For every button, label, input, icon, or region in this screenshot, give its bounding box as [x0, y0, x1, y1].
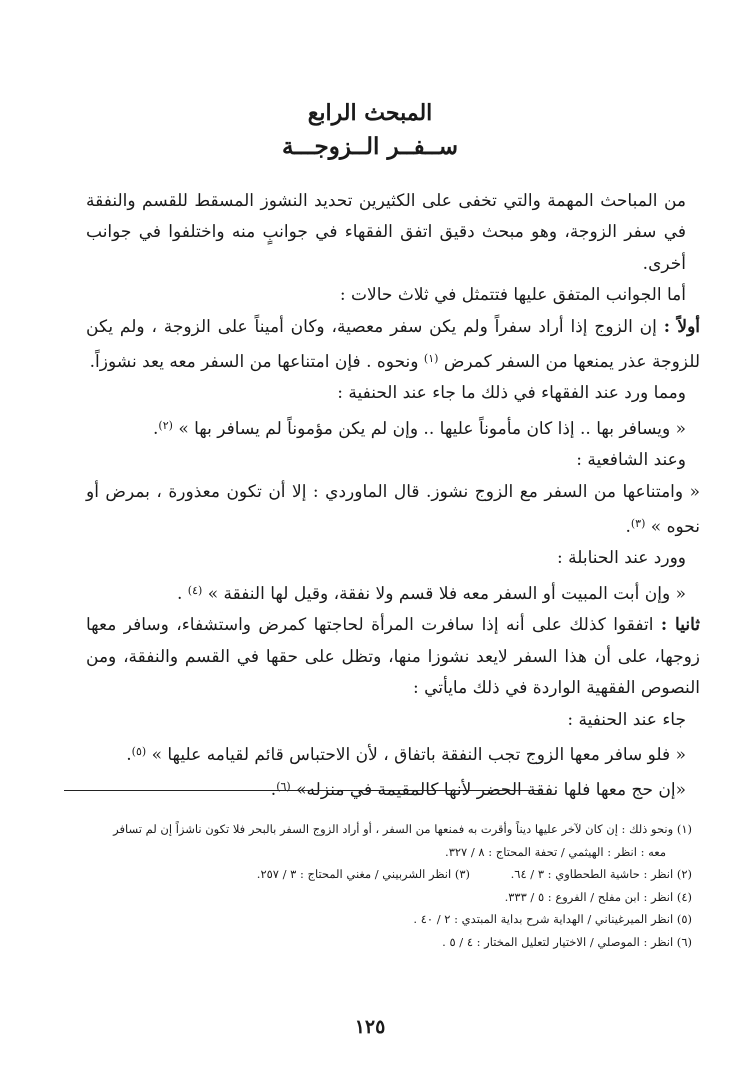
footnote-1: (١) ونحو ذلك : إن كان لآخر عليها ديناً وأقرت به فمنعها من السفر ، أو أراد الزوج السفر بالبحر فلا تكون ناشزاً إن لم تسافر [113, 822, 692, 836]
hanafi-quote-3-text: «إن حج معها فلها نفقة الحضر لأنها كالمقيمة في منزله» [296, 780, 686, 801]
first-case-paragraph [86, 312, 700, 379]
footnote-1-continued: معه : انظر : الهيثمي / تحفة المحتاج : ٨ / ٣٢٧. [445, 844, 666, 859]
footnotes [70, 818, 692, 953]
footnote-ref-4: (٤) [187, 583, 203, 597]
footnote-row-2-3 [70, 863, 692, 886]
shafii-quote-text: « وامتناعها من السفر مع الزوج نشوز. قال الماوردي : إلا أن تكون معذورة ، بمرض أو نحوه » [86, 481, 700, 538]
second-label: ثانيا : [660, 615, 700, 636]
section-subtitle: ســفــر الــزوجـــة [282, 133, 458, 160]
heading-block [0, 96, 740, 164]
footnote-ref-2: (٢) [158, 418, 173, 432]
hanbali-intro: وورد عند الحنابلة : [557, 548, 686, 569]
footnote-ref-1: (١) [423, 352, 439, 366]
intro-paragraph: من المباحث المهمة والتي تخفى على الكثيرين تحديد النشوز المسقط للقسم والنفقة في سفر الزوجة، وهو مبحث دقيق اتفق الفقهاء في جوانبٍ منه واختلفوا في جوانب أخرى. [86, 191, 686, 274]
hanafi-quote [86, 410, 700, 445]
footnote-separator [64, 790, 542, 791]
section-title: المبحث الرابع [307, 100, 433, 126]
footnote-ref-5: (٥) [131, 744, 147, 758]
footnote-3: (٣) انظر الشربيني / مغني المحتاج : ٣ / ٢٥٧. [256, 867, 470, 881]
first-label: أولاً : [663, 316, 700, 337]
hanafi-quote-2 [86, 736, 700, 771]
shafii-intro: وعند الشافعية : [576, 450, 686, 471]
hanbali-quote-text: « وإن أبت المبيت أو السفر معه فلا قسم ولا نفقة، وقيل لها النفقة » [207, 583, 686, 604]
footnote-6: (٦) انظر : الموصلي / الاختيار لتعليل المختار : ٤ / ٥ . [442, 934, 692, 949]
hanbali-quote [86, 575, 700, 610]
footnote-ref-3: (٣) [630, 517, 646, 531]
quote-end-dot: . [176, 583, 183, 604]
quote-end-dot: . [152, 418, 159, 439]
hanafi-intro: ومما ورد عند الفقهاء في ذلك ما جاء عند الحنفية : [337, 383, 686, 404]
hanafi-quote-2-text: « فلو سافر معها الزوج تجب النفقة باتفاق ، لأن الاحتباس قائم لقيامه عليها » [151, 744, 686, 765]
footnote-2: (٢) انظر : حاشية الطحطاوي : ٣ / ٦٤. [510, 867, 692, 881]
first-case-text: إن الزوج إذا أراد سفراً ولم يكن سفر معصية، وكان أميناً على الزوجة ، ولم يكن للزوجة عذر يمنعها من السفر كمرض [86, 316, 700, 373]
quote-end-dot: . [270, 780, 277, 801]
page-number: ١٢٥ [354, 1016, 386, 1038]
footnote-ref-6: (٦) [276, 780, 291, 794]
first-case-text-end: ونحوه . فإن امتناعها من السفر معه يعد نشوزاً. [89, 352, 419, 373]
footnote-4: (٤) انظر : ابن مفلح / الفروع : ٥ / ٣٣٣. [504, 889, 692, 904]
quote-end-dot: . [126, 744, 132, 765]
second-case-paragraph [86, 610, 700, 704]
main-text [86, 186, 700, 807]
second-case-text: اتفقوا كذلك على أنه إذا سافرت المرأة لحاجتها كمرض واستشفاء، وسافر معها زوجها، على أن هذا السفر لايعد نشوزا منها، وتظل على حقها في القسم والنفقة، ومن النصوص الفقهية الواردة في ذلك مايأتي : [86, 615, 700, 699]
quote-end-dot: . [625, 517, 631, 538]
agreed-aspects-paragraph: أما الجوانب المتفق عليها فتتمثل في ثلاث حالات : [339, 285, 686, 306]
hanafi-intro-2: جاء عند الحنفية : [567, 709, 686, 730]
hanafi-quote-text: « ويسافر بها .. إذا كان مأموناً عليها .. وإن لم يكن مؤموناً لم يسافر بها » [178, 418, 686, 439]
footnote-5: (٥) انظر الميرغيناني / الهداية شرح بداية المبتدي : ٢ / ٤٠ . [413, 912, 692, 926]
shafii-quote [86, 477, 700, 544]
